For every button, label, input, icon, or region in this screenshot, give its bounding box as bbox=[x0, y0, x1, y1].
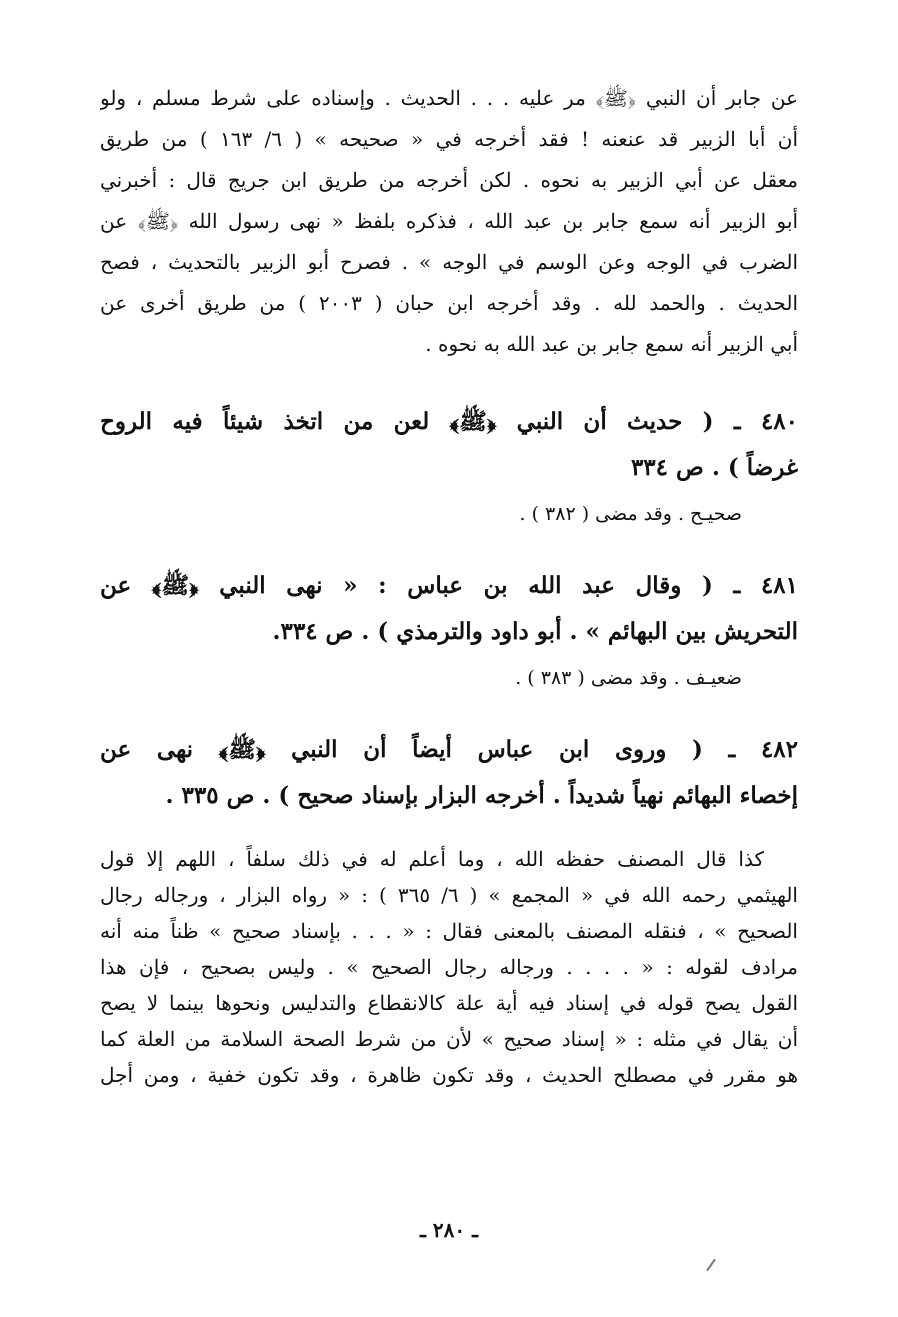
text-line: الحديث . والحمد لله . وقد أخرجه ابن حبان ( ٢٠٠٣ ) من طريق أخرى عن bbox=[100, 291, 798, 315]
intro-paragraph bbox=[100, 78, 798, 365]
hadith-heading-line: ٤٨١ ـ ( وقال عبد الله بن عباس : « نهى النبي ﴿ﷺ﴾ عن bbox=[100, 572, 798, 599]
text-line: الضرب في الوجه وعن الوسم في الوجه » . فصرح أبو الزبير بالتحديث ، فصح bbox=[100, 250, 798, 274]
text-line: هو مقرر في مصطلح الحديث ، وقد تكون ظاهرة ، وقد تكون خفية ، ومن أجل bbox=[100, 1063, 798, 1087]
pen-mark bbox=[706, 1259, 716, 1272]
hadith-heading-line: التحريش بين البهائم » . أبو داود والترمذي ) . ص ٣٣٤. bbox=[272, 618, 798, 645]
text-line: أبي الزبير أنه سمع جابر بن عبد الله به نحوه . bbox=[425, 332, 798, 356]
text-line: الهيثمي رحمه الله في « المجمع » ( ٦/ ٣٦٥ ) : « رواه البزار ، ورجاله رجال bbox=[100, 883, 798, 907]
hadith-verdict: صحيـح . وقد مضى ( ٣٨٢ ) . bbox=[519, 503, 742, 525]
commentary-paragraph bbox=[100, 841, 798, 1093]
text-line: القول يصح قوله في إسناد فيه أية علة كالانقطاع والتدليس ونحوها بينما لا يصح bbox=[100, 991, 798, 1015]
hadith-entry-481 bbox=[100, 563, 798, 693]
hadith-entry-482 bbox=[100, 727, 798, 819]
text-line: معقل عن أبي الزبير به نحوه . لكن أخرجه من طريق ابن جريج قال : أخبرني bbox=[100, 168, 798, 192]
hadith-verdict: ضعيـف . وقد مضى ( ٣٨٣ ) . bbox=[515, 667, 742, 689]
text-line: عن جابر أن النبي ﴿ﷺ﴾ مر عليه . . . الحديث . وإسناده على شرط مسلم ، ولو bbox=[100, 86, 798, 110]
text-line: الصحيح » ، فنقله المصنف بالمعنى فقال : « . . . بإسناد صحيح » ظناً منه أنه bbox=[100, 919, 798, 943]
hadith-heading-line: غرضاً ) . ص ٣٣٤ bbox=[630, 454, 798, 481]
page-number: ـ ٢٨٠ ـ bbox=[420, 1218, 478, 1242]
hadith-heading-line: ٤٨٢ ـ ( وروى ابن عباس أيضاً أن النبي ﴿ﷺ﴾ نهى عن bbox=[100, 736, 798, 763]
text-line: أبو الزبير أنه سمع جابر بن عبد الله ، فذكره بلفظ « نهى رسول الله ﴿ﷺ﴾ عن bbox=[100, 209, 798, 233]
hadith-heading-line: إخصاء البهائم نهياً شديداً . أخرجه البزار بإسناد صحيح ) . ص ٣٣٥ . bbox=[165, 782, 798, 809]
text-line: كذا قال المصنف حفظه الله ، وما أعلم له في ذلك سلفاً ، اللهم إلا قول bbox=[100, 847, 764, 871]
text-line: أن أبا الزبير قد عنعنه ! فقد أخرجه في « صحيحه » ( ٦/ ١٦٣ ) من طريق bbox=[100, 127, 798, 151]
text-line: مرادف لقوله : « . . . . ورجاله رجال الصحيح » . وليس بصحيح ، فإن هذا bbox=[100, 955, 798, 979]
hadith-heading-line: ٤٨٠ ـ ( حديث أن النبي ﴿ﷺ﴾ لعن من اتخذ شيئاً فيه الروح bbox=[100, 408, 798, 435]
text-line: أن يقال في مثله : « إسناد صحيح » لأن من شرط الصحة السلامة من العلة كما bbox=[100, 1027, 798, 1051]
page-body bbox=[100, 78, 798, 1093]
hadith-entry-480 bbox=[100, 399, 798, 529]
